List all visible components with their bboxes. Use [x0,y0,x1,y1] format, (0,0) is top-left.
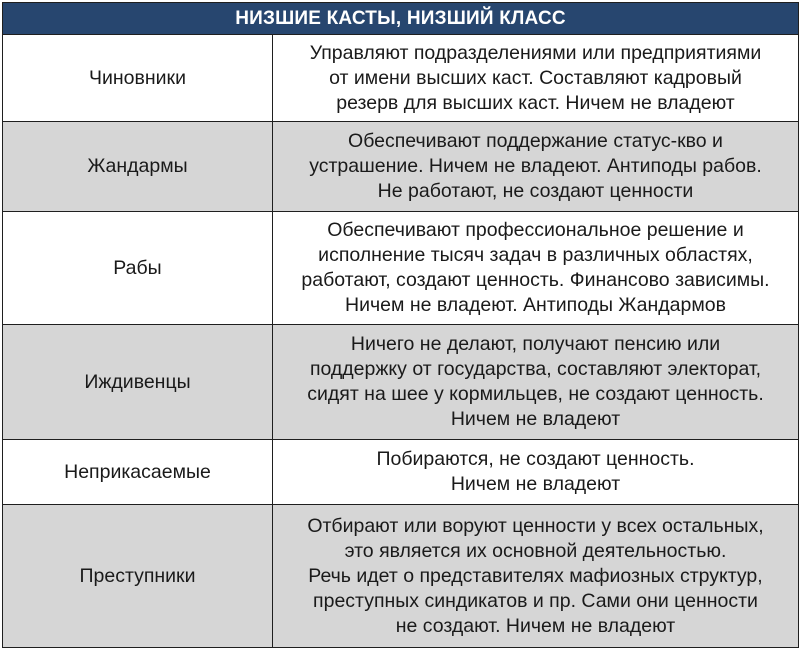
description-line: устрашение. Ничем не владеют. Антиподы рабов. [309,155,762,177]
description-line: Побираются, не создают ценность. [376,448,695,470]
table-header-row [3,3,799,35]
caste-name: Рабы [3,212,273,325]
description-line: Ничем не владеют [450,473,621,495]
caste-description [273,122,799,212]
caste-description [273,440,799,505]
description-line: преступных синдикатов и пр. Сами они ценности [313,589,758,612]
table-row [3,212,799,325]
description-line: Управляют подразделениями или предприятиями [309,41,762,64]
description-line: исполнение тысяч задач в различных областях, [318,244,753,266]
description-line: от имени высших каст. Составляют кадровый [329,66,742,89]
description-line: Речь идет о представителях мафиозных структур, [308,564,763,587]
caste-description [273,35,799,122]
description-line: Ничего не делают, получают пенсию или [350,333,721,355]
table-title: НИЗШИЕ КАСТЫ, НИЗШИЙ КЛАСС [3,3,799,35]
caste-description [273,505,799,648]
description-line: Обеспечивают поддержание статус-кво и [348,130,723,152]
description-line: это является их основной деятельностью. [344,539,727,562]
caste-name: Жандармы [3,122,273,212]
description-line: работают, создают ценность. Финансово зависимы. [301,269,770,291]
table-row [3,35,799,122]
description-line: Ничем не владеют [450,408,621,430]
castes-table [2,2,799,648]
caste-name: Чиновники [3,35,273,122]
caste-name: Неприкасаемые [3,440,273,505]
table-row [3,122,799,212]
table-row [3,325,799,440]
table-row [3,440,799,505]
description-line: резерв для высших каст. Ничем не владеют [336,91,735,114]
description-line: Не работают, не создают ценности [377,180,694,202]
caste-name: Преступники [3,505,273,648]
table-row [3,505,799,648]
description-line: сидят на шее у кормильцев, не создают ценность. [307,383,764,405]
description-line: Обеспечивают профессиональное решение и [327,219,744,241]
caste-description [273,212,799,325]
description-line: поддержку от государства, составляют электорат, [309,358,762,380]
caste-name: Иждивенцы [3,325,273,440]
description-line: не создают. Ничем не владеют [395,614,676,637]
description-line: Ничем не владеют. Антиподы Жандармов [345,294,726,316]
caste-description [273,325,799,440]
description-line: Отбирают или воруют ценности у всех остальных, [307,514,764,537]
